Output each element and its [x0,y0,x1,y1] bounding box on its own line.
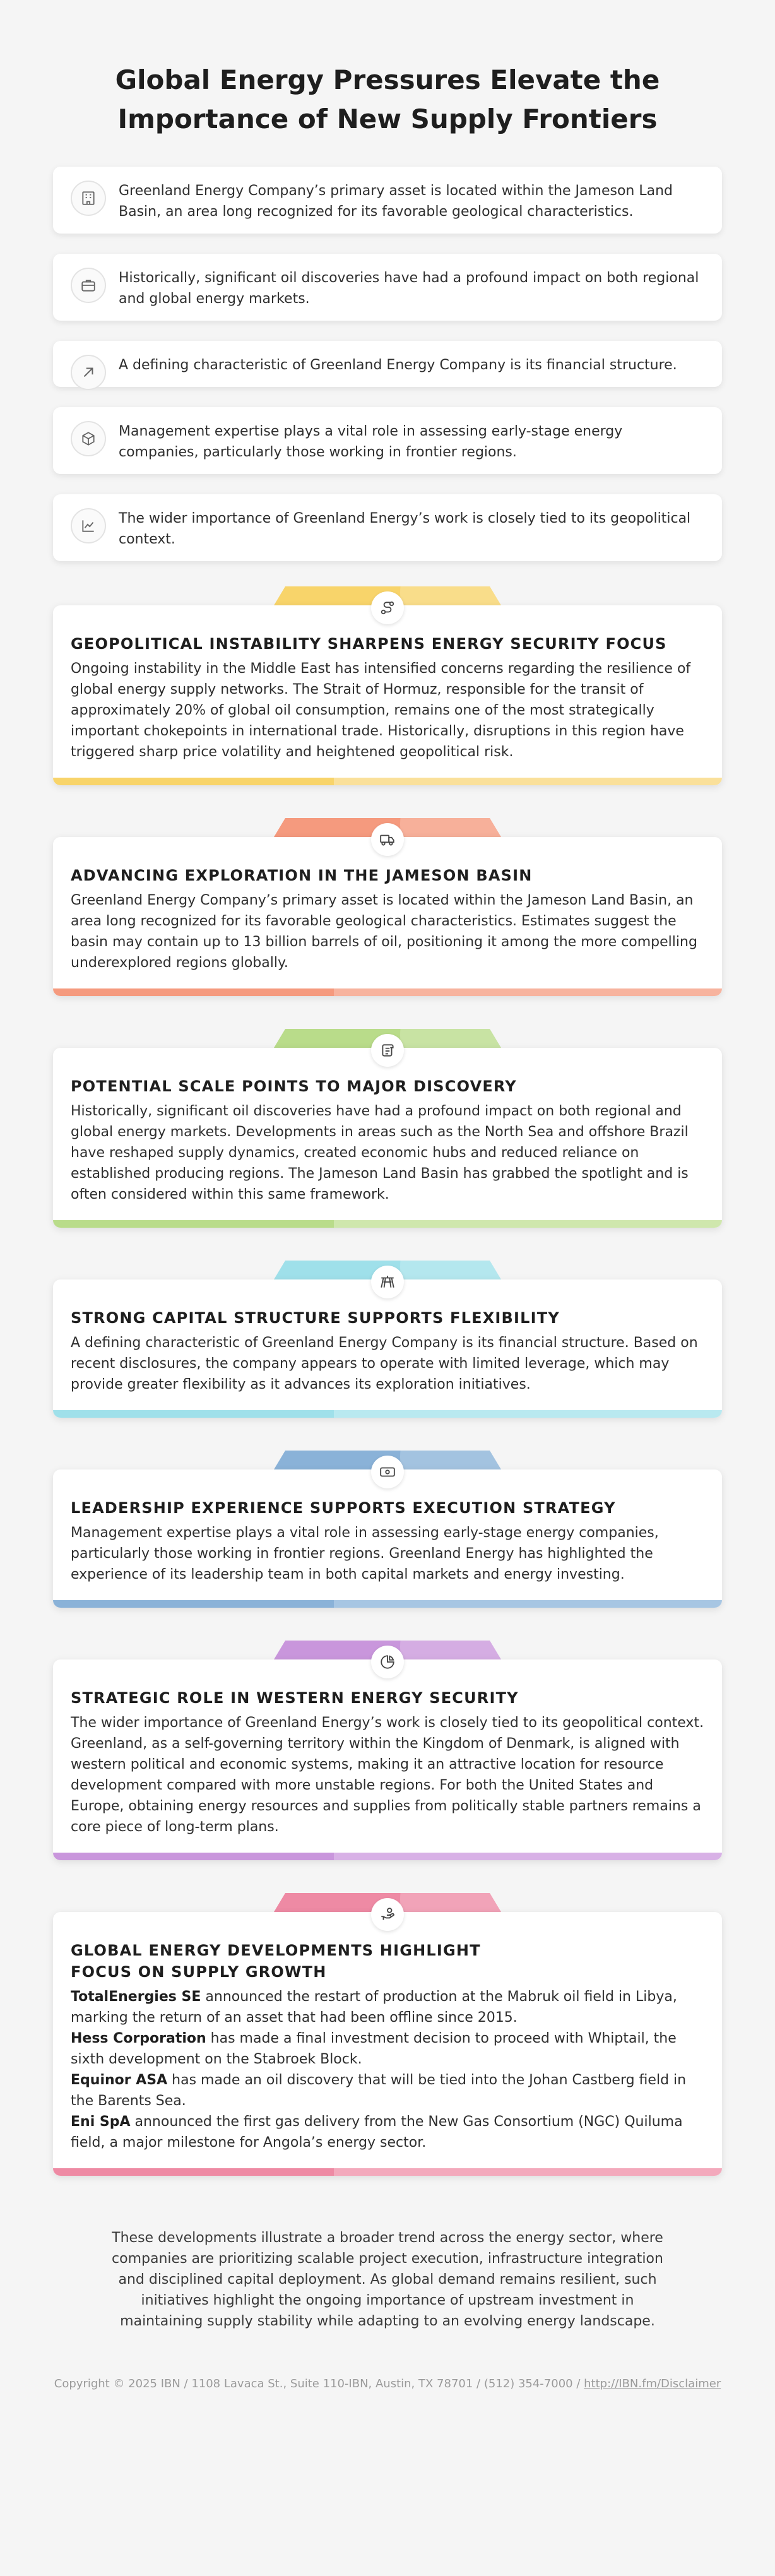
section [53,1659,722,1860]
summary-text: Historically, significant oil discoveries have had a profound impact on both regional and global energy markets. [119,270,699,307]
section-body: Greenland Energy Company’s primary asset is located within the Jameson Land Basin, an area long recognized for its favorable geological characteristics. Estimates suggest the basin may contain up to 13 billion barrels of oil, positioning it among the more compelling underexplored regions globally. [71,893,697,971]
section-card [53,1912,722,2176]
pie-chart-icon [371,1646,404,1678]
summary-list [53,167,722,561]
section-title: STRONG CAPITAL STRUCTURE SUPPORTS FLEXIBILITY [71,1309,560,1327]
disclaimer-link[interactable]: http://IBN.fm/Disclaimer [584,2377,721,2390]
oil-rig-icon [371,1266,404,1298]
summary-card [53,254,722,321]
section-title: GLOBAL ENERGY DEVELOPMENTS HIGHLIGHT FOCUS ON SUPPLY GROWTH [71,1942,481,1981]
footer [40,2377,735,2390]
summary-text: The wider importance of Greenland Energy’s work is closely tied to its geopolitical context. [119,511,691,547]
section-title: GEOPOLITICAL INSTABILITY SHARPENS ENERGY SECURITY FOCUS [71,635,667,653]
summary-text: Greenland Energy Company’s primary asset is located within the Jameson Land Basin, an area long recognized for its favorable geological characteristics. [119,183,673,220]
list-item [71,2111,704,2153]
item-text: has made a final investment decision to proceed with Whiptail, the sixth development on the Stabroek Block. [71,2031,677,2067]
closing-paragraph: These developments illustrate a broader trend across the energy sector, where companies are prioritizing scalable project execution, infrastructure integration and disciplined capital deployment. As global demand remains resilient, such initiatives highlight the ongoing importance of upstream investment in maintaining supply stability while adapting to an evolving energy landscape. [112,2230,663,2329]
company-name: Hess Corporation [71,2031,206,2046]
company-name: TotalEnergies SE [71,1989,201,2005]
section [53,837,722,996]
summary-card [53,494,722,561]
item-text: announced the first gas delivery from the New Gas Consortium (NGC) Quiluma field, a major milestone for Angola’s energy sector. [71,2114,683,2151]
company-name: Equinor ASA [71,2072,168,2088]
company-name: Eni SpA [71,2114,131,2130]
section-card [53,1659,722,1860]
section-card [53,605,722,785]
section-card [53,837,722,996]
briefcase-icon [71,268,106,303]
section-title: ADVANCING EXPLORATION IN THE JAMESON BASIN [71,867,533,884]
truck-icon [371,823,404,856]
hand-coins-icon [371,1898,404,1931]
line-chart-icon [71,508,106,543]
section-card [53,1279,722,1418]
arrow-up-right-icon [71,355,106,390]
section-body: Management expertise plays a vital role in assessing early-stage energy companies, particularly those working in frontier regions. Greenland Energy has highlighted the experience of its leadership team in both capital markets and energy investing. [71,1525,659,1582]
section-card [53,1048,722,1228]
section [53,1048,722,1228]
list-item [71,2028,704,2070]
section-title: POTENTIAL SCALE POINTS TO MAJOR DISCOVERY [71,1077,517,1095]
section-card [53,1469,722,1608]
page-title: Global Energy Pressures Elevate the Importance of New Supply Frontiers [115,64,660,134]
section [53,1469,722,1608]
section-body: Historically, significant oil discoveries have had a profound impact on both regional and global energy markets. Developments in areas such as the North Sea and offshore Brazil have reshaped supply dynamics, created economic hubs and reduced reliance on established producing regions. The Jameson Land Basin has grabbed the spotlight and is often considered within this same framework. [71,1103,689,1202]
developments-section [53,1912,722,2176]
item-text: has made an oil discovery that will be tied into the Johan Castberg field in the Barents Sea. [71,2072,687,2109]
list-item [71,1986,704,2028]
route-icon [371,591,404,624]
summary-card [53,341,722,387]
scroll-icon [371,1034,404,1067]
section-title: LEADERSHIP EXPERIENCE SUPPORTS EXECUTION STRATEGY [71,1499,616,1517]
section-body: The wider importance of Greenland Energy’s work is closely tied to its geopolitical context. Greenland, as a self-governing territory within the Kingdom of Denmark, is aligned with western political and economic systems, making it an attractive location for resource development compared with more unstable regions. For both the United States and Europe, obtaining energy resources and supplies from politically stable partners remains a core piece of long-term plans. [71,1715,704,1835]
section-title: STRATEGIC ROLE IN WESTERN ENERGY SECURITY [71,1689,519,1707]
item-text: announced the restart of production at the Mabruk oil field in Libya, marking the return of an asset that had been offline since 2015. [71,1989,677,2026]
summary-text: Management expertise plays a vital role in assessing early-stage energy companies, particularly those working in frontier regions. [119,424,623,460]
banknote-icon [371,1456,404,1488]
section [53,605,722,785]
summary-card [53,407,722,474]
section [53,1279,722,1418]
section-body: Ongoing instability in the Middle East has intensified concerns regarding the resilience of global energy supply networks. The Strait of Hormuz, responsible for the transit of approximately 20% of global oil consumption, remains one of the most strategically important chokepoints in international trade. Historically, disruptions in this region have triggered sharp price volatility and heightened geopolitical risk. [71,661,691,760]
footer-text: Copyright © 2025 IBN / 1108 Lavaca St., Suite 110-IBN, Austin, TX 78701 / (512) 354-7000 / [54,2377,584,2390]
cube-icon [71,421,106,456]
sections [53,605,722,2176]
summary-card [53,167,722,234]
section-body: A defining characteristic of Greenland Energy Company is its financial structure. Based on recent disclosures, the company appears to operate with limited leverage, which may provide greater flexibility as it advances its exploration initiatives. [71,1335,698,1392]
list-item [71,2070,704,2111]
building-icon [71,181,106,216]
summary-text: A defining characteristic of Greenland Energy Company is its financial structure. [119,357,677,373]
